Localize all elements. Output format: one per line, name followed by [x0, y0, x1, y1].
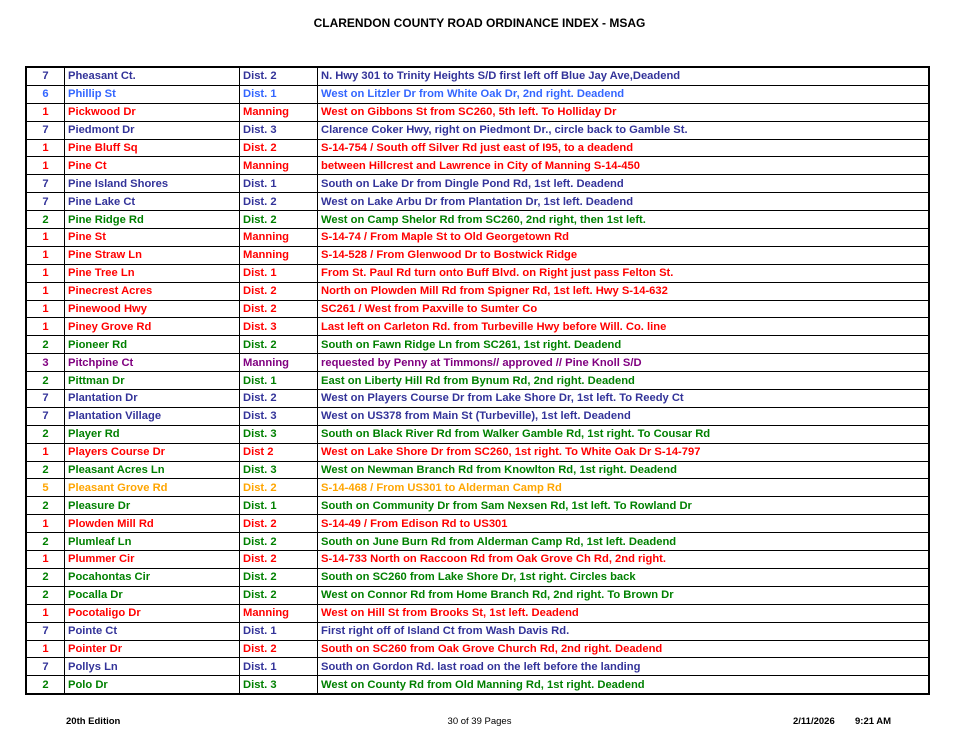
directions-cell: South on SC260 from Oak Grove Church Rd, 2nd right. Deadend	[318, 640, 930, 658]
road-code-cell: 2	[26, 211, 65, 229]
table-row	[26, 586, 929, 604]
directions-cell: West on Litzler Dr from White Oak Dr, 2nd right. Deadend	[318, 85, 930, 103]
road-name-cell: Pine Lake Ct	[65, 193, 240, 211]
road-name-cell: Pointer Dr	[65, 640, 240, 658]
road-name-cell: Pleasure Dr	[65, 497, 240, 515]
road-code-cell: 7	[26, 175, 65, 193]
road-name-cell: Players Course Dr	[65, 443, 240, 461]
road-code-cell: 6	[26, 85, 65, 103]
road-name-cell: Pitchpine Ct	[65, 354, 240, 372]
road-name-cell: Phillip St	[65, 85, 240, 103]
road-code-cell: 7	[26, 121, 65, 139]
district-cell: Dist. 2	[240, 551, 318, 569]
road-code-cell: 2	[26, 461, 65, 479]
road-name-cell: Pittman Dr	[65, 372, 240, 390]
road-code-cell: 1	[26, 443, 65, 461]
road-name-cell: Plummer Cir	[65, 551, 240, 569]
district-cell: Manning	[240, 604, 318, 622]
table-row	[26, 551, 929, 569]
road-code-cell: 1	[26, 640, 65, 658]
road-name-cell: Pinecrest Acres	[65, 282, 240, 300]
road-code-cell: 2	[26, 425, 65, 443]
directions-cell: First right off of Island Ct from Wash Davis Rd.	[318, 622, 930, 640]
directions-cell: West on Newman Branch Rd from Knowlton Rd, 1st right. Deadend	[318, 461, 930, 479]
table-row	[26, 390, 929, 408]
road-code-cell: 7	[26, 622, 65, 640]
district-cell: Dist. 2	[240, 640, 318, 658]
district-cell: Dist. 1	[240, 658, 318, 676]
table-row	[26, 229, 929, 247]
road-code-cell: 7	[26, 658, 65, 676]
road-name-cell: Pine Tree Ln	[65, 264, 240, 282]
road-code-cell: 1	[26, 551, 65, 569]
road-code-cell: 2	[26, 497, 65, 515]
road-name-cell: Pollys Ln	[65, 658, 240, 676]
road-code-cell: 1	[26, 139, 65, 157]
footer-time: 9:21 AM	[855, 716, 892, 727]
directions-cell: N. Hwy 301 to Trinity Heights S/D first left off Blue Jay Ave,Deadend	[318, 67, 930, 85]
district-cell: Dist. 2	[240, 211, 318, 229]
table-row	[26, 640, 929, 658]
directions-cell: requested by Penny at Timmons// approved // Pine Knoll S/D	[318, 354, 930, 372]
directions-cell: South on Fawn Ridge Ln from SC261, 1st right. Deadend	[318, 336, 930, 354]
footer-date: 2/11/2026	[793, 716, 835, 727]
table-row	[26, 604, 929, 622]
directions-cell: West on Lake Shore Dr from SC260, 1st right. To White Oak Dr S-14-797	[318, 443, 930, 461]
table-row	[26, 497, 929, 515]
table-row	[26, 354, 929, 372]
directions-cell: From St. Paul Rd turn onto Buff Blvd. on Right just pass Felton St.	[318, 264, 930, 282]
road-code-cell: 1	[26, 229, 65, 247]
road-name-cell: Pheasant Ct.	[65, 67, 240, 85]
table-row	[26, 372, 929, 390]
table-row	[26, 425, 929, 443]
district-cell: Dist. 2	[240, 300, 318, 318]
road-index-table	[25, 66, 930, 695]
directions-cell: West on Connor Rd from Home Branch Rd, 2nd right. To Brown Dr	[318, 586, 930, 604]
road-code-cell: 1	[26, 300, 65, 318]
district-cell: Dist. 2	[240, 139, 318, 157]
table-row	[26, 282, 929, 300]
road-name-cell: Polo Dr	[65, 676, 240, 694]
road-name-cell: Pioneer Rd	[65, 336, 240, 354]
table-row	[26, 676, 929, 694]
road-name-cell: Pine St	[65, 229, 240, 247]
directions-cell: South on Gordon Rd. last road on the left before the landing	[318, 658, 930, 676]
road-code-cell: 5	[26, 479, 65, 497]
directions-cell: South on Community Dr from Sam Nexsen Rd, 1st left. To Rowland Dr	[318, 497, 930, 515]
table-row	[26, 246, 929, 264]
district-cell: Dist. 1	[240, 175, 318, 193]
road-code-cell: 7	[26, 407, 65, 425]
district-cell: Dist. 2	[240, 568, 318, 586]
district-cell: Manning	[240, 246, 318, 264]
directions-cell: S-14-733 North on Raccoon Rd from Oak Grove Ch Rd, 2nd right.	[318, 551, 930, 569]
district-cell: Dist. 2	[240, 390, 318, 408]
directions-cell: S-14-468 / From US301 to Alderman Camp Rd	[318, 479, 930, 497]
directions-cell: South on Lake Dr from Dingle Pond Rd, 1st left. Deadend	[318, 175, 930, 193]
road-code-cell: 7	[26, 193, 65, 211]
road-code-cell: 2	[26, 533, 65, 551]
table-row	[26, 461, 929, 479]
district-cell: Dist. 3	[240, 318, 318, 336]
table-row	[26, 568, 929, 586]
table-row	[26, 515, 929, 533]
road-name-cell: Player Rd	[65, 425, 240, 443]
directions-cell: East on Liberty Hill Rd from Bynum Rd, 2nd right. Deadend	[318, 372, 930, 390]
district-cell: Dist. 1	[240, 497, 318, 515]
directions-cell: Clarence Coker Hwy, right on Piedmont Dr., circle back to Gamble St.	[318, 121, 930, 139]
page-title: CLARENDON COUNTY ROAD ORDINANCE INDEX - MSAG	[313, 16, 646, 30]
road-code-cell: 1	[26, 264, 65, 282]
district-cell: Dist. 3	[240, 676, 318, 694]
road-name-cell: Plowden Mill Rd	[65, 515, 240, 533]
directions-cell: South on June Burn Rd from Alderman Camp Rd, 1st left. Deadend	[318, 533, 930, 551]
road-name-cell: Piedmont Dr	[65, 121, 240, 139]
table-row	[26, 121, 929, 139]
directions-cell: S-14-754 / South off Silver Rd just east of I95, to a deadend	[318, 139, 930, 157]
table-row	[26, 67, 929, 85]
road-name-cell: Pinewood Hwy	[65, 300, 240, 318]
directions-cell: S-14-74 / From Maple St to Old Georgetown Rd	[318, 229, 930, 247]
district-cell: Dist. 2	[240, 336, 318, 354]
road-name-cell: Pine Bluff Sq	[65, 139, 240, 157]
road-name-cell: Piney Grove Rd	[65, 318, 240, 336]
road-code-cell: 1	[26, 157, 65, 175]
table-row	[26, 533, 929, 551]
road-name-cell: Pleasant Grove Rd	[65, 479, 240, 497]
district-cell: Dist. 2	[240, 193, 318, 211]
table-row	[26, 658, 929, 676]
directions-cell: West on Lake Arbu Dr from Plantation Dr, 1st left. Deadend	[318, 193, 930, 211]
table-row	[26, 175, 929, 193]
road-name-cell: Pine Straw Ln	[65, 246, 240, 264]
directions-cell: South on SC260 from Lake Shore Dr, 1st right. Circles back	[318, 568, 930, 586]
road-code-cell: 2	[26, 568, 65, 586]
road-name-cell: Pickwood Dr	[65, 103, 240, 121]
table-row	[26, 336, 929, 354]
road-name-cell: Plantation Village	[65, 407, 240, 425]
district-cell: Dist. 2	[240, 586, 318, 604]
district-cell: Manning	[240, 103, 318, 121]
directions-cell: West on Hill St from Brooks St, 1st left. Deadend	[318, 604, 930, 622]
directions-cell: West on County Rd from Old Manning Rd, 1st right. Deadend	[318, 676, 930, 694]
table-row	[26, 193, 929, 211]
district-cell: Dist. 1	[240, 264, 318, 282]
table-row	[26, 443, 929, 461]
road-code-cell: 1	[26, 318, 65, 336]
table-row	[26, 103, 929, 121]
road-name-cell: Pointe Ct	[65, 622, 240, 640]
footer-page-count: 30 of 39 Pages	[447, 716, 512, 727]
road-code-cell: 1	[26, 515, 65, 533]
footer-edition: 20th Edition	[66, 716, 121, 727]
district-cell: Manning	[240, 229, 318, 247]
road-name-cell: Pine Ridge Rd	[65, 211, 240, 229]
directions-cell: between Hillcrest and Lawrence in City of Manning S-14-450	[318, 157, 930, 175]
road-index-rows	[26, 67, 929, 694]
road-code-cell: 2	[26, 372, 65, 390]
table-row	[26, 622, 929, 640]
table-row	[26, 264, 929, 282]
road-name-cell: Pocahontas Cir	[65, 568, 240, 586]
district-cell: Dist. 2	[240, 282, 318, 300]
directions-cell: S-14-528 / From Glenwood Dr to Bostwick Ridge	[318, 246, 930, 264]
road-code-cell: 7	[26, 390, 65, 408]
road-name-cell: Pine Ct	[65, 157, 240, 175]
table-row	[26, 318, 929, 336]
road-name-cell: Plantation Dr	[65, 390, 240, 408]
directions-cell: SC261 / West from Paxville to Sumter Co	[318, 300, 930, 318]
road-code-cell: 1	[26, 246, 65, 264]
district-cell: Dist. 2	[240, 479, 318, 497]
road-code-cell: 1	[26, 103, 65, 121]
district-cell: Dist. 2	[240, 67, 318, 85]
district-cell: Dist 2	[240, 443, 318, 461]
road-name-cell: Plumleaf Ln	[65, 533, 240, 551]
road-code-cell: 1	[26, 604, 65, 622]
table-row	[26, 479, 929, 497]
district-cell: Dist. 1	[240, 85, 318, 103]
district-cell: Dist. 1	[240, 622, 318, 640]
table-row	[26, 211, 929, 229]
directions-cell: West on Gibbons St from SC260, 5th left. To Holliday Dr	[318, 103, 930, 121]
district-cell: Dist. 2	[240, 515, 318, 533]
directions-cell: West on Camp Shelor Rd from SC260, 2nd right, then 1st left.	[318, 211, 930, 229]
directions-cell: Last left on Carleton Rd. from Turbeville Hwy before Will. Co. line	[318, 318, 930, 336]
district-cell: Dist. 3	[240, 407, 318, 425]
district-cell: Dist. 3	[240, 425, 318, 443]
road-name-cell: Pleasant Acres Ln	[65, 461, 240, 479]
road-code-cell: 7	[26, 67, 65, 85]
directions-cell: South on Black River Rd from Walker Gamble Rd, 1st right. To Cousar Rd	[318, 425, 930, 443]
table-row	[26, 407, 929, 425]
district-cell: Dist. 1	[240, 372, 318, 390]
road-name-cell: Pocalla Dr	[65, 586, 240, 604]
district-cell: Manning	[240, 354, 318, 372]
district-cell: Dist. 3	[240, 461, 318, 479]
road-name-cell: Pocotaligo Dr	[65, 604, 240, 622]
road-code-cell: 2	[26, 586, 65, 604]
district-cell: Dist. 3	[240, 121, 318, 139]
road-code-cell: 1	[26, 282, 65, 300]
road-name-cell: Pine Island Shores	[65, 175, 240, 193]
road-code-cell: 2	[26, 336, 65, 354]
directions-cell: S-14-49 / From Edison Rd to US301	[318, 515, 930, 533]
directions-cell: West on US378 from Main St (Turbeville), 1st left. Deadend	[318, 407, 930, 425]
directions-cell: West on Players Course Dr from Lake Shore Dr, 1st left. To Reedy Ct	[318, 390, 930, 408]
table-row	[26, 300, 929, 318]
district-cell: Manning	[240, 157, 318, 175]
table-row	[26, 85, 929, 103]
table-row	[26, 157, 929, 175]
road-code-cell: 2	[26, 676, 65, 694]
district-cell: Dist. 2	[240, 533, 318, 551]
table-row	[26, 139, 929, 157]
road-code-cell: 3	[26, 354, 65, 372]
directions-cell: North on Plowden Mill Rd from Spigner Rd, 1st left. Hwy S-14-632	[318, 282, 930, 300]
